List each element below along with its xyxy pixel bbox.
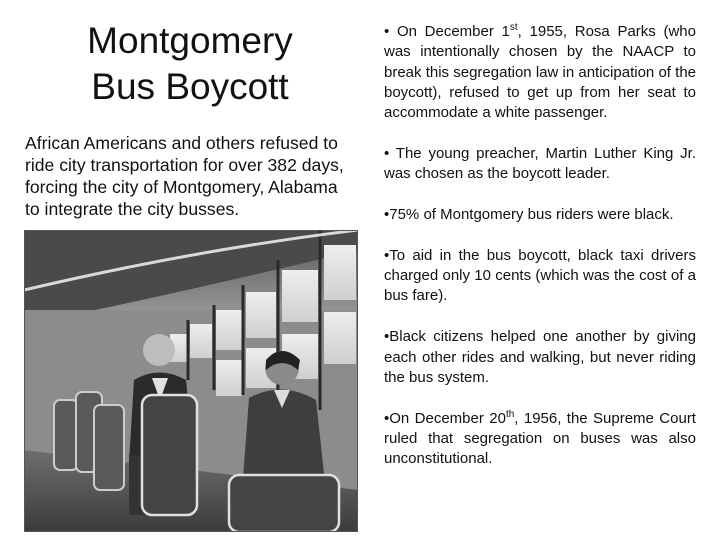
fact-item: •To aid in the bus boycott, black taxi drivers charged only 10 cents (which was the cost of a bus fare).	[384, 246, 696, 305]
slide-title	[30, 18, 350, 110]
fact-item: • The young preacher, Martin Luther King Jr. was chosen as the boycott leader.	[384, 144, 696, 183]
slide-title-line-1: Montgomery	[87, 20, 293, 61]
bus-photo	[24, 230, 358, 532]
fact-item: •On December 20th, 1956, the Supreme Court ruled that segregation on buses was also unconstitutional.	[384, 408, 696, 468]
fact-item: •Black citizens helped one another by giving each other rides and walking, but never riding the bus system.	[384, 328, 696, 386]
intro-text: African Americans and others refused to ride city transportation for over 382 days, forcing the city of Montgomery, Alabama to integrate the city busses.	[25, 133, 344, 219]
fact-item: • On December 1st, 1955, Rosa Parks (who was intentionally chosen by the NAACP to break this segregation law in anticipation of the boycott), refused to get up from her seat to accommodate a white passenger.	[384, 22, 696, 122]
slide-title-line-2: Bus Boycott	[91, 66, 289, 107]
fact-item: •75% of Montgomery bus riders were black.	[384, 206, 674, 224]
fact-list	[384, 22, 696, 490]
